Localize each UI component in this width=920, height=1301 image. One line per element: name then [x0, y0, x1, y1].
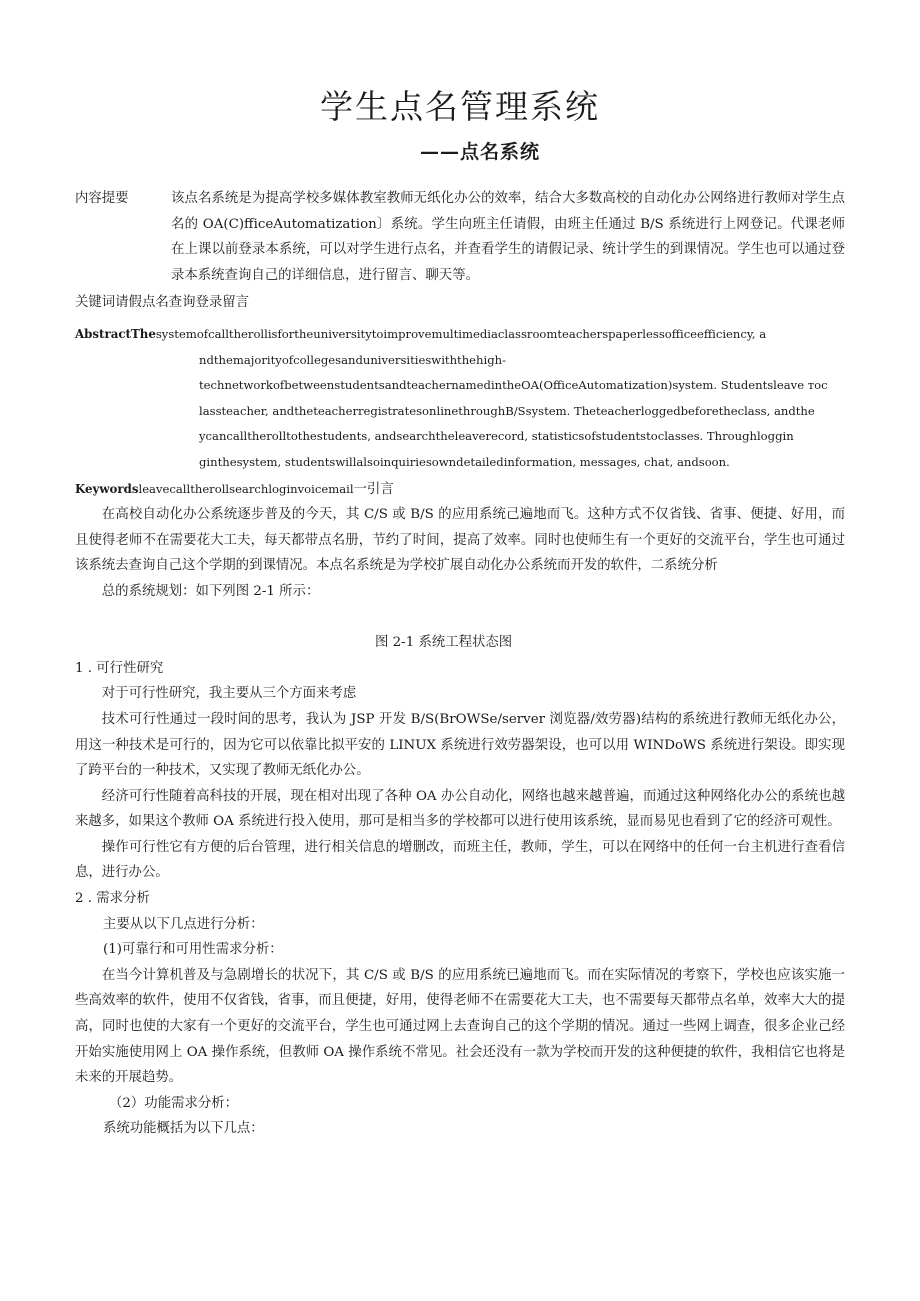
keywords-en-text: leavecalltherollsearchloginvoicemail	[138, 481, 354, 496]
paragraph-reliability-body: 在当今计算机普及与急剧增长的状况下，其 C/S 或 B/S 的应用系统已遍地而飞。而在实际情况的考察下，学校也应该实施一些高效率的软件，使用不仅省钱，省事，而且便捷，好用，使得老师不在需要花大工夫，也不需要每天都带点名单，效率大大的提高，同时也使的大家有一个更好的交流平台，学生也可通过网上去查询自己的这个学期的情况。通过一些网上调查，很多企业己经开始实施使用网上 OA 操作系统，但教师 OA 操作系统不常见。社会还没有一款为学校而开发的这种便捷的软件，我相信它也将是未来的开展趋势。	[75, 967, 845, 1086]
paragraph-feasibility-intro: 对于可行性研究，我主要从三个方面来考虑	[101, 686, 357, 702]
paragraph-analysis-intro: 主要从以下几点进行分析：	[103, 916, 264, 932]
abstract-cn-section	[75, 186, 845, 316]
abstract-en-line-4: lassteacher, andtheteacherregistratesonlinethroughB/Ssystem. Theteacherloggedbeforetheclass, andthe	[199, 403, 815, 418]
page-title: 学生点名管理系统	[320, 87, 600, 126]
abstract-en-line-6: ginthesystem, studentswillalsoinquiriesowndetailedinformation, messages, chat, andsoon.	[199, 454, 730, 469]
layout-spacer	[75, 605, 845, 631]
list-item-functional-requirement: （2）功能需求分析：	[109, 1095, 239, 1111]
keywords-en-label: Keywords	[75, 481, 139, 496]
page-subtitle: ——点名系统	[419, 141, 540, 164]
heading-feasibility-study: 1 . 可行性研究	[75, 660, 164, 676]
figure-caption: 图 2-1 系统工程状态图	[375, 635, 513, 651]
summary-label: 内容提要	[75, 191, 129, 207]
abstract-en-section	[75, 322, 845, 476]
paragraph-economic-feasibility: 经济可行性随着高科技的开展，现在相对出现了各种 OA 办公自动化，网络也越来越普遍，而通过这种网络化办公的系统也越来越多，如果这个教师 OA 系统进行投入使用，那可是相当多的学校都可以进行使用该系统，显而易见也看到了它的经济可观性。	[75, 788, 845, 830]
abstract-en-line-1: systemofcalltherollisfortheuniversitytoimprovemultimediaclassroomteacherspaperlessofficeefficiency, a	[155, 327, 767, 342]
paragraph-technical-feasibility: 技术可行性通过一段时间的思考，我认为 JSP 开发 B/S(BrOWSe/server 浏览器/效劳器)结构的系统进行教师无纸化办公，用这一种技术是可行的，因为它可以依靠比拟平安的 LINUX 系统进行效劳器架设，也可以用 WINDoWS 系统进行架设。即实现了跨平台的一种技术，又实现了教师无纸化办公。	[75, 711, 845, 779]
summary-row	[75, 186, 845, 288]
paragraph-intro: 在高校自动化办公系统逐步普及的今天，其 C/S 或 B/S 的应用系统己遍地而飞。这种方式不仅省钱、省事、便捷、好用，而且使得老师不在需要花大工夫，每天都带点名册，节约了时间，提高了效率。同时也使师生有一个更好的交流平台，学生也可通过该系统去查询自己这个学期的到课情况。本点名系统是为学校扩展自动化办公系统而开发的软件，二系统分析	[75, 507, 845, 574]
abstract-en-line-2: ndthemajorityofcollegesanduniversitieswiththehigh-	[199, 352, 507, 367]
abstract-en-line-5: ycancalltherolltothestudents, andsearchtheleaverecord, statisticsofstudentstoclasses. Throughloggin	[199, 429, 794, 444]
paragraph-system-plan: 总的系统规划：如下列图 2-1 所示：	[101, 583, 320, 599]
list-item-reliability-requirement: (1)可靠行和可用性需求分析：	[103, 942, 283, 958]
abstract-en-line-3: technetworkofbetweenstudentsandteachernamedintheOA(OfficeAutomatization)system. Studentsleave ᴛoc	[199, 378, 828, 393]
paragraph-functional-body: 系统功能概括为以下几点：	[103, 1121, 264, 1137]
abstract-en-label: AbstractThe	[75, 327, 156, 342]
keywords-cn: 关键词请假点名查询登录留言	[75, 295, 250, 311]
paragraph-operational-feasibility: 操作可行性它有方便的后台管理，进行相关信息的增删改，而班主任，教师，学生，可以在网络中的任何一台主机进行查看信息，进行办公。	[75, 839, 845, 881]
summary-text: 该点名系统是为提高学校多媒体教室教师无纸化办公的效率，结合大多数高校的自动化办公网络进行教师对学生点名的 OA(C)fficeAutomatization〕系统。学生向班主任请假，由班主任通过 B/S 系统进行上网登记。代课老师在上课以前登录本系统，可以对学生进行点名，并查看学生的请假记录、统计学生的到课情况。学生也可以通过登录本系统查询自己的详细信息，进行留言、聊天等。	[171, 191, 845, 283]
keywords-en-section	[75, 477, 845, 503]
heading-requirements-analysis: 2 . 需求分析	[75, 891, 150, 907]
section-heading-intro: 一引言	[353, 481, 394, 497]
